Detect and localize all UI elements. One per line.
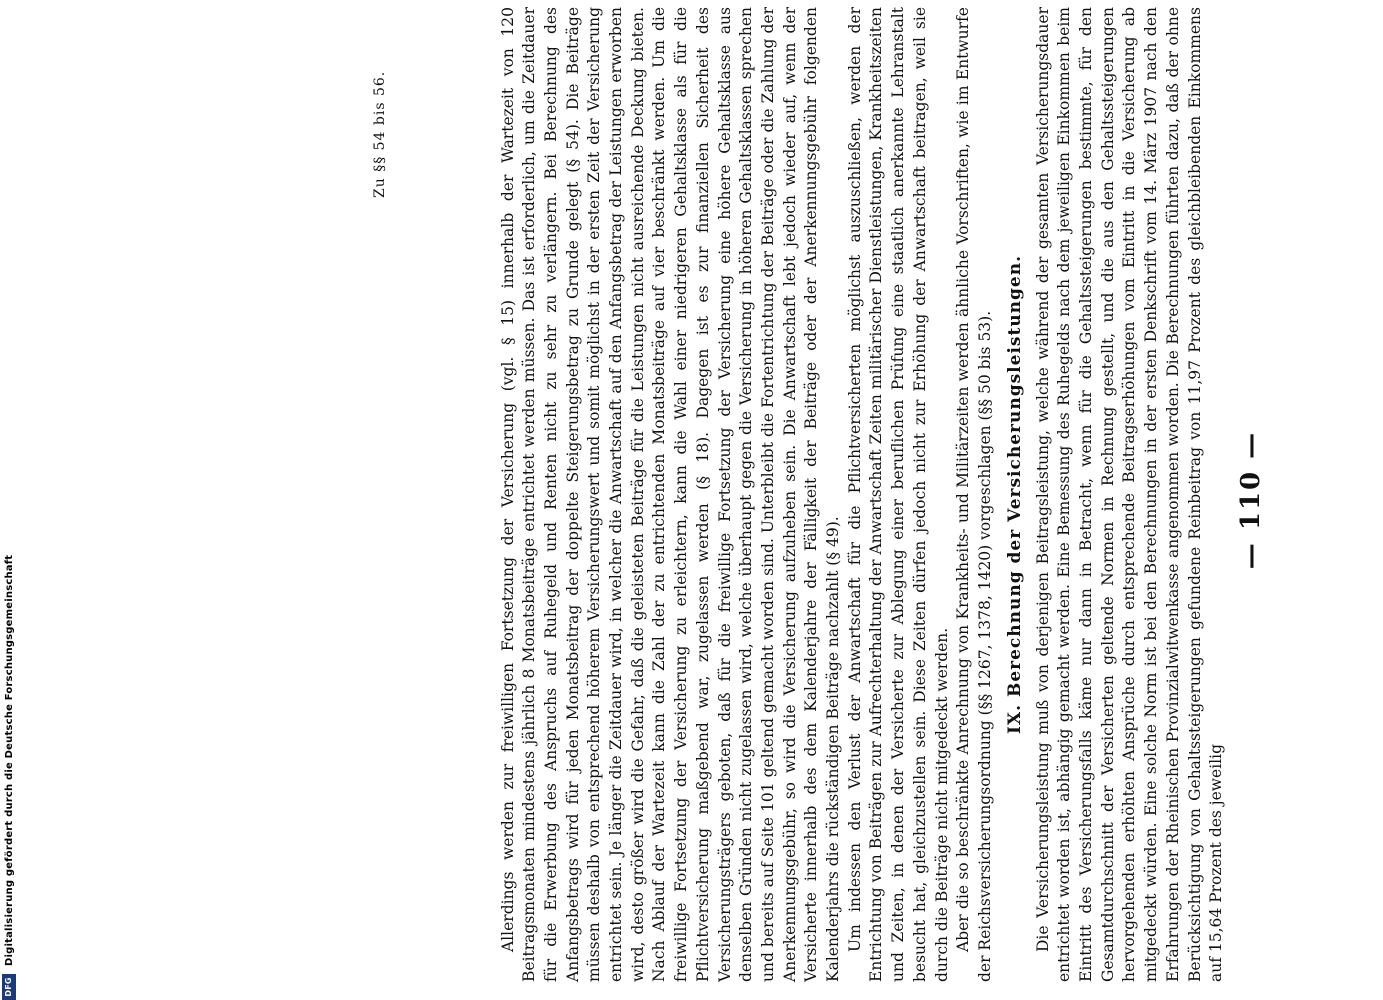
dfg-logo: DFG [2,974,16,1000]
section-title: IX. Berechnung der Versicherungsleistungen. [1004,254,1025,735]
margin-note: Zu §§ 54 bis 56. [372,70,388,198]
paragraph-4: Die Versicherungsleistung muß von derjenigen Beitragsleistung, welche während der gesamten Versicherungsdauer entrichtet worden ist, abhängig gemacht werden. Eine Bemessung des Ruhegelds nach dem jeweiligen Einkommen beim Eintritt des Versicherungsfalls käme nur dann in Betracht, wenn für die Gehaltssteigerungen bestimmte, für den Gesamtdurchschnitt der Versicherten geltende Normen in Rechnung gestellt, und die aus den Gehaltssteigerungen hervorgehenden erhöhten Ansprüche durch entsprechende Beitragserhöhungen vom Eintritt in die Versicherung ab mitgedeckt würden. Eine solche Norm ist bei den Berechnungen in der ersten Denkschrift vom 14. März 1907 nach den Erfahrungen der Rheinischen Provinzialwitwenkasse angenommen worden. Die Berechnungen führten dazu, daß der ohne Berücksichtigung von Gehaltssteigerungen gefundene Reinbeitrag von 11,97 Prozent des gleichbleibenden Einkommens auf 15,64 Prozent des jeweilig [1033,7,1226,982]
paragraph-2: Um indessen den Verlust der Anwartschaft für die Pflichtversicherten möglichst auszuschließen, werden der Entrichtung von Beiträgen zur Aufrechterhaltung der Anwartschaft Zeiten militärischer Dienstleistungen, Krankheitszeiten und Zeiten, in denen der Versicherte zur Ablegung einer beruflichen Prüfung eine staatlich anerkannte Lehranstalt besucht hat, gleichzustellen sein. Diese Zeiten dürfen jedoch nicht zur Erhöhung der Anwartschaft beitragen, weil sie durch die Beiträge nicht mitgedeckt werden. [845,7,951,982]
digitization-credit-strip [0,0,20,1000]
text-column [178,7,1228,982]
page-number: — 110 — [1236,430,1266,570]
paragraph-3: Aber die so beschränkte Anrechnung von Krankheits- und Militärzeiten werden ähnliche Vorschriften, wie im Entwurfe der Reichsversicherungsordnung (§§ 1267, 1378, 1420) vorgeschlagen (§§ 50 bis 53). [954,7,994,982]
text-stack [498,7,1229,982]
paragraph-1: Allerdings werden zur freiwilligen Fortsetzung der Versicherung (vgl. § 15) innerhalb der Wartezeit von 120 Beitragsmonaten mindestens jährlich 8 Monatsbeiträge entrichtet werden müssen. Das ist erforderlich, um die Zeitdauer für die Erwerbung des Anspruchs auf Ruhegeld und Renten nicht zu sehr zu verlängern. Bei Berechnung des Anfangsbetrags wird für jeden Monatsbeitrag der doppelte Steigerungsbetrag zu Grunde gelegt (§ 54). Die Beiträge müssen deshalb von entsprechend höherem Versicherungswert und somit möglichst in der ersten Zeit der Versicherung entrichtet sein. Je länger die Zeitdauer wird, in welcher die Anwartschaft auf den Anfangsbetrag der Leistungen erworben wird, desto größer wird die Gefahr, daß die geleisteten Beiträge für die Leistungen nicht ausreichende Deckung bieten. Nach Ablauf der Wartezeit kann die Zahl der zu entrichtenden Monatsbeiträge auf vier beschränkt werden. Um die freiwillige Fortsetzung der Versicherung zu erleichtern, kann die Wahl einer niedrigeren Gehaltsklasse als für die Pflichtversicherung maßgebend war, zugelassen werden (§ 18). Dagegen ist es zur finanziellen Sicherheit des Versicherungsträgers geboten, daß für die freiwillige Fortsetzung der Versicherung eine höhere Gehaltsklasse aus denselben Gründen nicht zugelassen wird, welche überhaupt gegen die Versicherung in höheren Gehaltsklassen sprechen und bereits auf Seite 101 geltend gemacht worden sind. Unterbleibt die Fortentrichtung der Beiträge oder die Zahlung der Anerkennungsgebühr, so wird die Versicherung aufzuheben sein. Die Anwartschaft lebt jedoch wieder auf, wenn der Versicherte innerhalb des dem Kalenderjahre der Fälligkeit der Beiträge oder der Anerkennungsgebühr folgenden Kalenderjahrs die rückständigen Beiträge nachzahlt (§ 49). [498,7,843,982]
digitization-credit: Digitalisierung gefördert durch die Deutsche Forschungsgemeinschaft [4,554,15,966]
